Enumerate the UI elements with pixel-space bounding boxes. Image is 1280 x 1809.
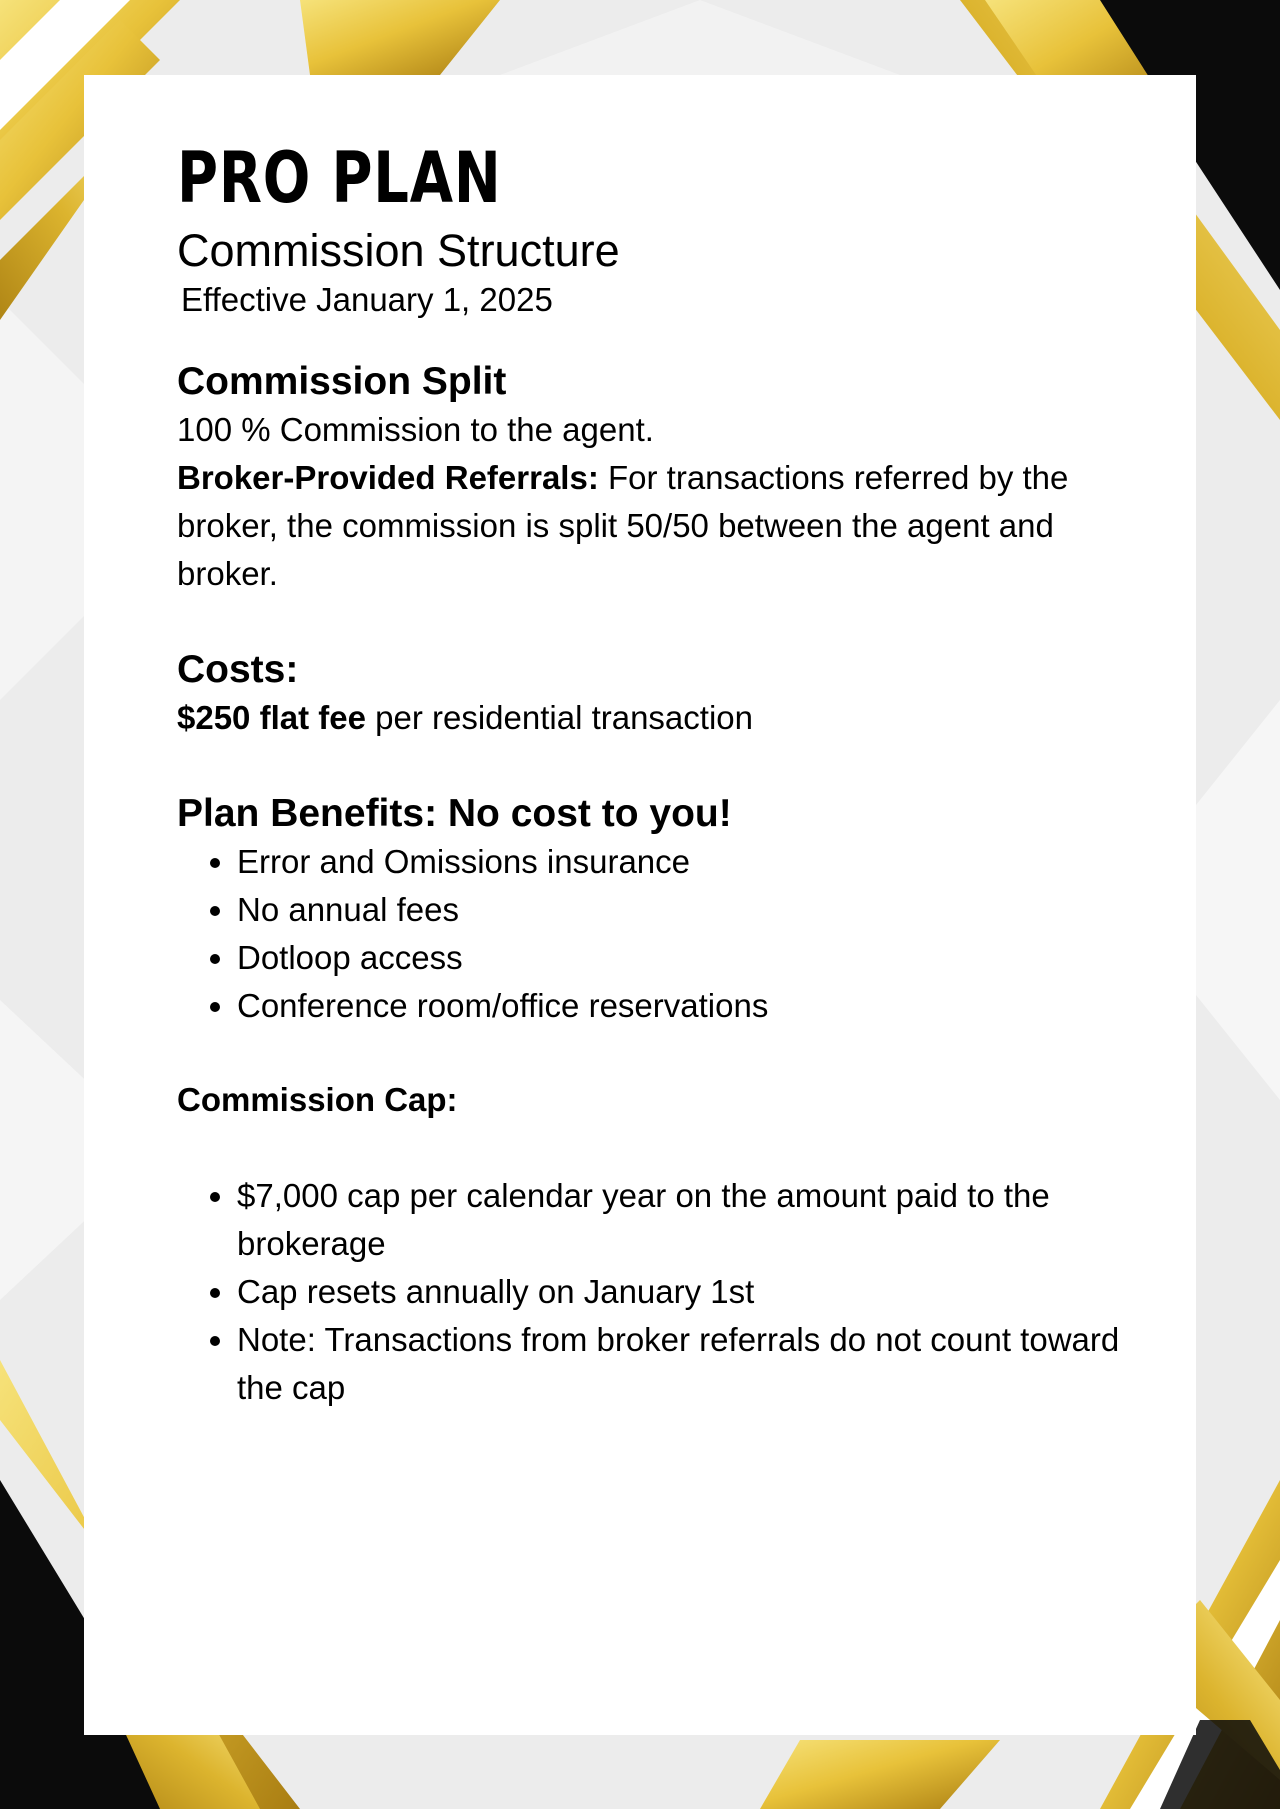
list-item: • Dotloop access — [237, 934, 1137, 982]
commission-cap-section — [177, 1076, 1137, 1412]
flat-fee-text: per residential transaction — [365, 699, 753, 736]
plan-title: PRO PLAN — [177, 137, 502, 219]
benefits-heading: Plan Benefits: No cost to you! — [177, 792, 732, 835]
list-item: • Note: Transactions from broker referrals do not count toward the cap — [237, 1316, 1137, 1412]
list-item: • Error and Omissions insurance — [237, 838, 1137, 886]
costs-section — [177, 646, 1137, 742]
list-item: • No annual fees — [237, 886, 1137, 934]
cap-list — [177, 1172, 1137, 1412]
list-item: • Cap resets annually on January 1st — [237, 1268, 1137, 1316]
benefits-section — [177, 790, 1137, 1030]
costs-paragraph — [177, 694, 1137, 742]
flat-fee-label: $250 flat fee — [177, 699, 366, 736]
top-gold-band — [300, 0, 500, 75]
document-subtitle: Commission Structure — [177, 225, 620, 276]
referral-label: Broker-Provided Referrals: — [177, 459, 599, 496]
commission-split-line: 100 % Commission to the agent. — [177, 411, 654, 448]
commission-split-heading: Commission Split — [177, 360, 507, 403]
commission-split-section — [177, 358, 1137, 598]
document-content — [177, 138, 1137, 1412]
benefits-list — [177, 838, 1137, 1030]
referral-paragraph — [177, 454, 1137, 598]
costs-heading: Costs: — [177, 648, 299, 691]
commission-cap-heading: Commission Cap: — [177, 1081, 458, 1118]
bottom-gold-band — [760, 1740, 1000, 1809]
list-item: • $7,000 cap per calendar year on the amount paid to the brokerage — [237, 1172, 1137, 1268]
effective-date: Effective January 1, 2025 — [181, 281, 553, 318]
referral-text: For transactions referred by the broker, the commission is split 50/50 between the agent and broker. — [177, 459, 1069, 592]
facet-shape — [500, 0, 900, 75]
list-item: • Conference room/office reservations — [237, 982, 1137, 1030]
